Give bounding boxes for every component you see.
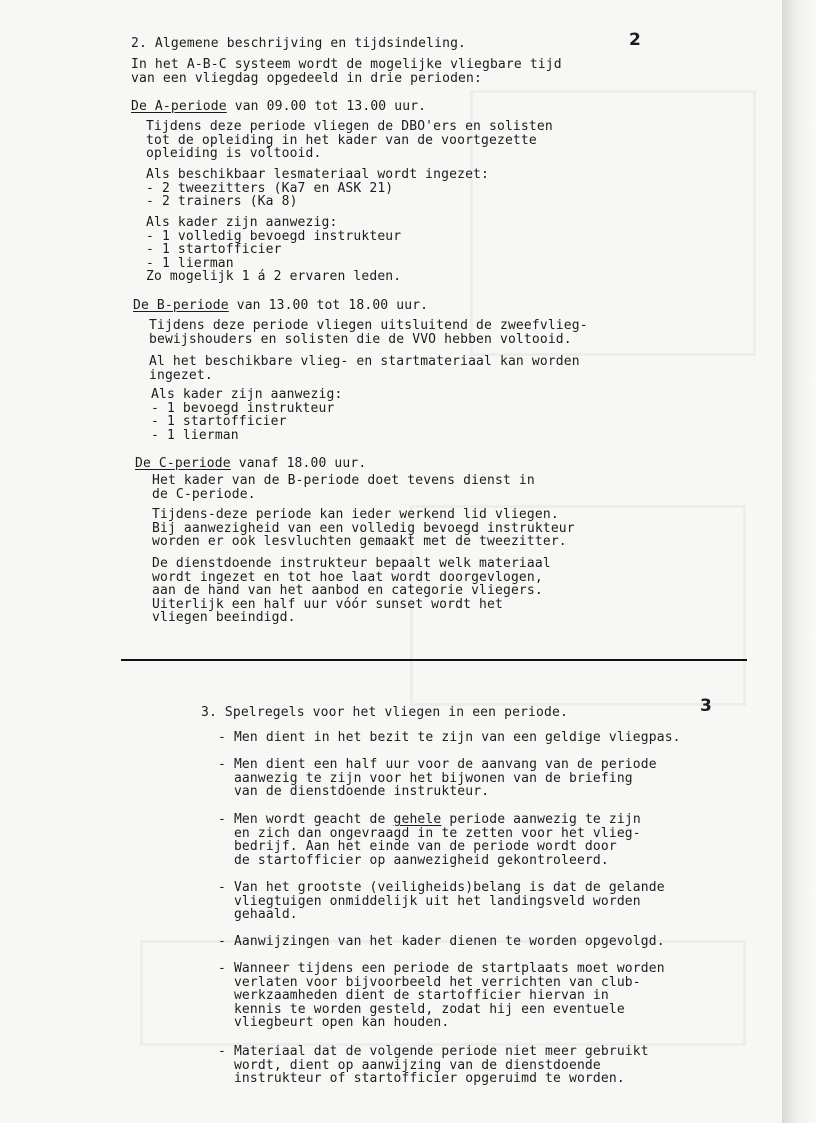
period-a-material-line: - 2 tweezitters (Ka7 en ASK 21) — [146, 180, 394, 196]
period-b-heading — [133, 299, 428, 313]
rule-valid-pass-line: - Men dient in het bezit te zijn van een geldige vliegpas. — [218, 730, 681, 745]
period-b-description-line: bewijshouders en solisten die de VVO hebben voltooid. — [149, 331, 572, 347]
period-a-description-line: tot de opleiding in het kader van de voortgezette — [146, 132, 537, 148]
period-b-staff-line: - 1 bevoegd instrukteur — [151, 400, 335, 416]
period-a-staff-line: - 1 lierman — [146, 255, 234, 271]
period-a-description-line: opleiding is voltooid. — [146, 146, 322, 161]
period-c-description-line: de C-periode. — [152, 486, 256, 502]
rule-clear-field-line: gehaald. — [218, 907, 298, 922]
rule-clear-field-line: vliegtuigen onmiddelijk uit het landingsveld worden — [218, 893, 641, 909]
period-b-time: van 13.00 tot 18.00 uur. — [228, 298, 429, 313]
section-heading: 3. Spelregels voor het vliegen in een periode. — [201, 705, 568, 720]
page-edge — [782, 0, 816, 1123]
period-c-instructor-line: wordt ingezet en tot hoe laat wordt doorgevlogen, — [152, 569, 543, 585]
period-c-instructor-line: aan de hand van het aanbod en categorie vliegers. — [152, 583, 543, 598]
rule-attendance-pre: - Men wordt geacht de — [218, 812, 394, 827]
section-divider — [121, 659, 747, 661]
period-b-material-line: Al het beschikbare vlieg- en startmateriaal kan worden — [149, 354, 580, 369]
intro-line: van een vliegdag opgedeeld in drie perioden: — [131, 70, 482, 86]
rule-leaving-launch-line: kennis te worden gesteld, zodat hij een eventuele — [218, 1001, 625, 1017]
period-a-staff-line: - 1 startofficier — [146, 242, 282, 257]
rule-attendance-line: de startofficier op aanwezigheid gekontroleerd. — [218, 852, 609, 868]
period-c-flying-line: Tijdens-deze periode kan ieder werkend lid vliegen. — [152, 507, 559, 522]
rule-briefing-line: aanwezig te zijn voor het bijwonen van de briefing — [218, 770, 633, 786]
page-number-bottom: 3 — [700, 696, 712, 716]
period-c-instructor-line: De dienstdoende instrukteur bepaalt welk materiaal — [152, 556, 551, 571]
rule-store-material-line: - Materiaal dat de volgende periode niet meer gebruikt — [218, 1044, 649, 1059]
rule-attendance-emphasis: gehele — [393, 812, 442, 827]
period-c-flying-line: worden er ook lesvluchten gemaakt met de tweezitter. — [152, 534, 567, 549]
period-c-description-line: Het kader van de B-periode doet tevens dienst in — [152, 473, 535, 488]
intro-line: In het A-B-C systeem wordt de mogelijke vliegbare tijd — [131, 57, 562, 72]
period-a-staff-line: - 1 volledig bevoegd instrukteur — [146, 228, 402, 244]
rule-leaving-launch-line: werkzaamheden dient de startofficier hiervan in — [218, 988, 609, 1003]
rule-attendance-line — [218, 813, 641, 827]
period-a-staff-line: Als kader zijn aanwezig: — [146, 215, 338, 230]
rule-attendance-post: periode aanwezig te zijn — [441, 812, 641, 827]
period-b-label: De B-periode — [133, 298, 229, 313]
period-c-time: vanaf 18.00 uur. — [230, 456, 367, 471]
rule-store-material-line: wordt, dient op aanwijzing van de dienstdoende — [218, 1057, 601, 1073]
rule-attendance-line: bedrijf. Aan het einde van de periode wordt door — [218, 839, 617, 854]
period-a-time: van 09.00 tot 13.00 uur. — [226, 99, 427, 114]
period-a-staff-line: Zo mogelijk 1 á 2 ervaren leden. — [146, 269, 402, 284]
period-c-instructor-line: vliegen beeindigd. — [152, 610, 296, 625]
period-c-instructor-line: Uiterlijk een half uur vóór sunset wordt het — [152, 596, 503, 612]
period-b-staff-line: - 1 lierman — [151, 427, 239, 443]
period-b-description-line: Tijdens deze periode vliegen uitsluitend de zweefvlieg- — [149, 318, 588, 333]
period-a-label: De A-periode — [131, 99, 227, 114]
rule-leaving-launch-line: - Wanneer tijdens een periode de startplaats moet worden — [218, 961, 665, 976]
period-b-staff-line: Als kader zijn aanwezig: — [151, 387, 343, 402]
period-c-flying-line: Bij aanwezigheid van een volledig bevoegd instrukteur — [152, 520, 575, 536]
rule-leaving-launch-line: verlaten voor bijvoorbeeld het verrichten van club- — [218, 974, 641, 990]
rule-briefing-line: - Men dient een half uur voor de aanvang van de periode — [218, 757, 657, 772]
period-a-heading — [131, 100, 426, 114]
rule-clear-field-line: - Van het grootste (veiligheids)belang is dat de gelande — [218, 880, 665, 895]
rule-store-material-line: instrukteur of startofficier opgeruimd te worden. — [218, 1071, 625, 1086]
rule-briefing-line: van de dienstdoende instrukteur. — [218, 784, 490, 799]
period-c-label: De C-periode — [135, 456, 231, 471]
page-number-top: 2 — [629, 30, 641, 50]
section-heading: 2. Algemene beschrijving en tijdsindeling. — [131, 36, 467, 51]
period-b-staff-line: - 1 startofficier — [151, 414, 287, 429]
period-a-material-line: - 2 trainers (Ka 8) — [146, 194, 298, 209]
period-a-material-line: Als beschikbaar lesmateriaal wordt ingezet: — [146, 167, 489, 182]
rule-attendance-line: en zich dan ongevraagd in te zetten voor het vlieg- — [218, 825, 641, 841]
rule-leaving-launch-line: vliegbeurt open kan houden. — [218, 1015, 450, 1030]
period-c-heading — [135, 457, 366, 471]
period-a-description-line: Tijdens deze periode vliegen de DBO'ers en solisten — [146, 119, 553, 134]
period-b-material-line: ingezet. — [149, 367, 213, 383]
rule-follow-staff-line: - Aanwijzingen van het kader dienen te worden opgevolgd. — [218, 934, 665, 949]
